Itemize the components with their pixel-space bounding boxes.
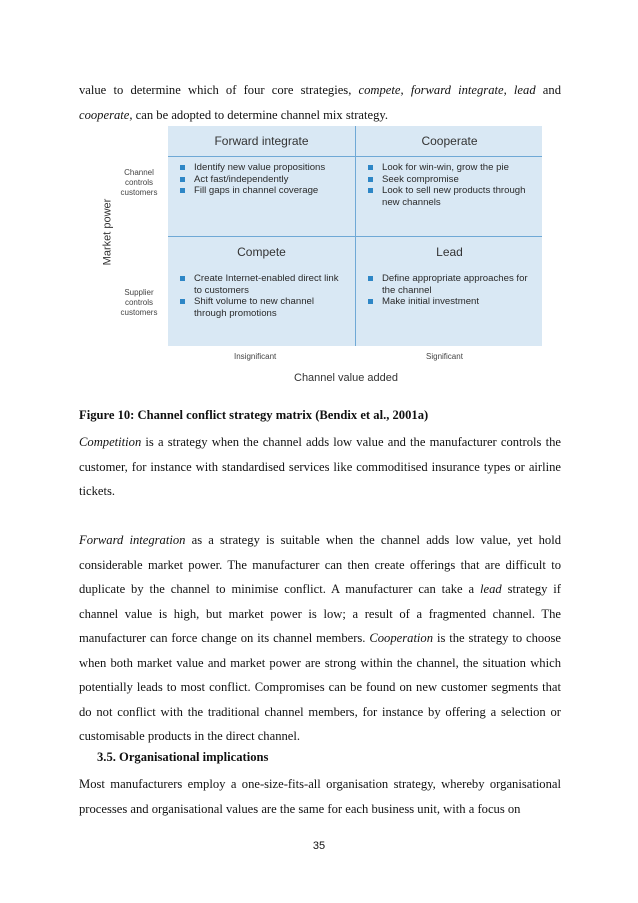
list-item: Look to sell new products through new channels <box>366 185 537 208</box>
list-item: Make initial investment <box>366 296 537 308</box>
quadrant-title: Compete <box>237 245 286 259</box>
bullet-icon <box>180 299 185 304</box>
strategy-matrix-figure <box>94 126 546 391</box>
list-item: Look for win-win, grow the pie <box>366 162 537 174</box>
intro-paragraph <box>79 78 561 127</box>
intro-text-3: can be adopted to determine channel mix strategy. <box>132 107 389 122</box>
quadrant-forward-integrate <box>168 126 355 236</box>
figure-caption: Figure 10: Channel conflict strategy matrix (Bendix et al., 2001a) <box>79 408 429 422</box>
competition-paragraph <box>79 430 561 504</box>
x-left-label: Insignificant <box>234 352 277 361</box>
quadrant-lead <box>356 237 543 347</box>
intro-text-2: and <box>535 83 561 97</box>
section-paragraph: Most manufacturers employ a one-size-fits-all organisation strategy, whereby organisational processes and organisational values are the same for each business unit, with a focus on <box>79 777 561 816</box>
quadrant-compete <box>168 237 355 347</box>
list-item: Shift volume to new channel through promotions <box>178 296 349 319</box>
list-item: Define appropriate approaches for the channel <box>366 273 537 296</box>
forward-term: Forward integration <box>79 533 186 547</box>
x-axis-label: Channel value added <box>294 372 398 384</box>
intro-strategies: compete, forward integrate, lead <box>358 83 536 97</box>
quadrant-cooperate <box>356 126 543 236</box>
quadrant-title: Lead <box>436 245 463 259</box>
bullet-icon <box>368 299 373 304</box>
list-item: Fill gaps in channel coverage <box>178 185 349 197</box>
list-item: Identify new value propositions <box>178 162 349 174</box>
section-heading: 3.5. Organisational implications <box>97 750 269 764</box>
bullet-icon <box>368 188 373 193</box>
list-item: Seek compromise <box>366 174 537 186</box>
bullet-icon <box>368 177 373 182</box>
bullet-icon <box>180 188 185 193</box>
bullet-icon <box>180 276 185 281</box>
competition-text: is a strategy when the channel adds low value and the manufacturer controls the customer, for instance with standardised services like commoditised insurance types or airline tickets. <box>79 435 561 498</box>
lead-term: lead <box>480 582 502 596</box>
x-right-label: Significant <box>426 352 463 361</box>
competition-term: Competition <box>79 435 142 449</box>
matrix-grid <box>168 126 542 346</box>
bullet-icon <box>368 165 373 170</box>
quadrant-title: Cooperate <box>421 134 478 148</box>
forward-integration-paragraph: Forward integration as a strategy is suitable when the channel adds low value, yet hold considerable market power. The manufacturer can then create offerings that are difficult to duplicate by the channel to minimise conflict. A manufacturer can take a lead strategy if channel value is high, but market power is low; a result of a fragmented channel. The manufacturer can force change on its channel members. Cooperation is the strategy to choose when both market value and market power are strong within the channel, the situation which potentially leads to most conflict. Compromises can be found on new customer segments that do not conflict with the traditional channel members, for instance by offering a selection or customisable products in the direct channel. <box>79 533 562 743</box>
intro-text-1: value to determine which of four core strategies, <box>79 83 359 97</box>
y-axis-label: Market power <box>101 198 114 266</box>
list-item: Create Internet-enabled direct link to customers <box>178 273 349 296</box>
bullet-icon <box>180 177 185 182</box>
bullet-icon <box>368 276 373 281</box>
list-item: Act fast/independently <box>178 174 349 186</box>
quadrant-title: Forward integrate <box>214 134 309 148</box>
bullet-icon <box>180 165 185 170</box>
intro-cooperate: cooperate, <box>79 107 133 122</box>
cooperation-term: Cooperation <box>369 631 434 645</box>
y-top-label: Channel controls customers <box>120 168 158 197</box>
y-bottom-label: Supplier controls customers <box>120 288 158 317</box>
page-number: 35 <box>312 840 326 852</box>
